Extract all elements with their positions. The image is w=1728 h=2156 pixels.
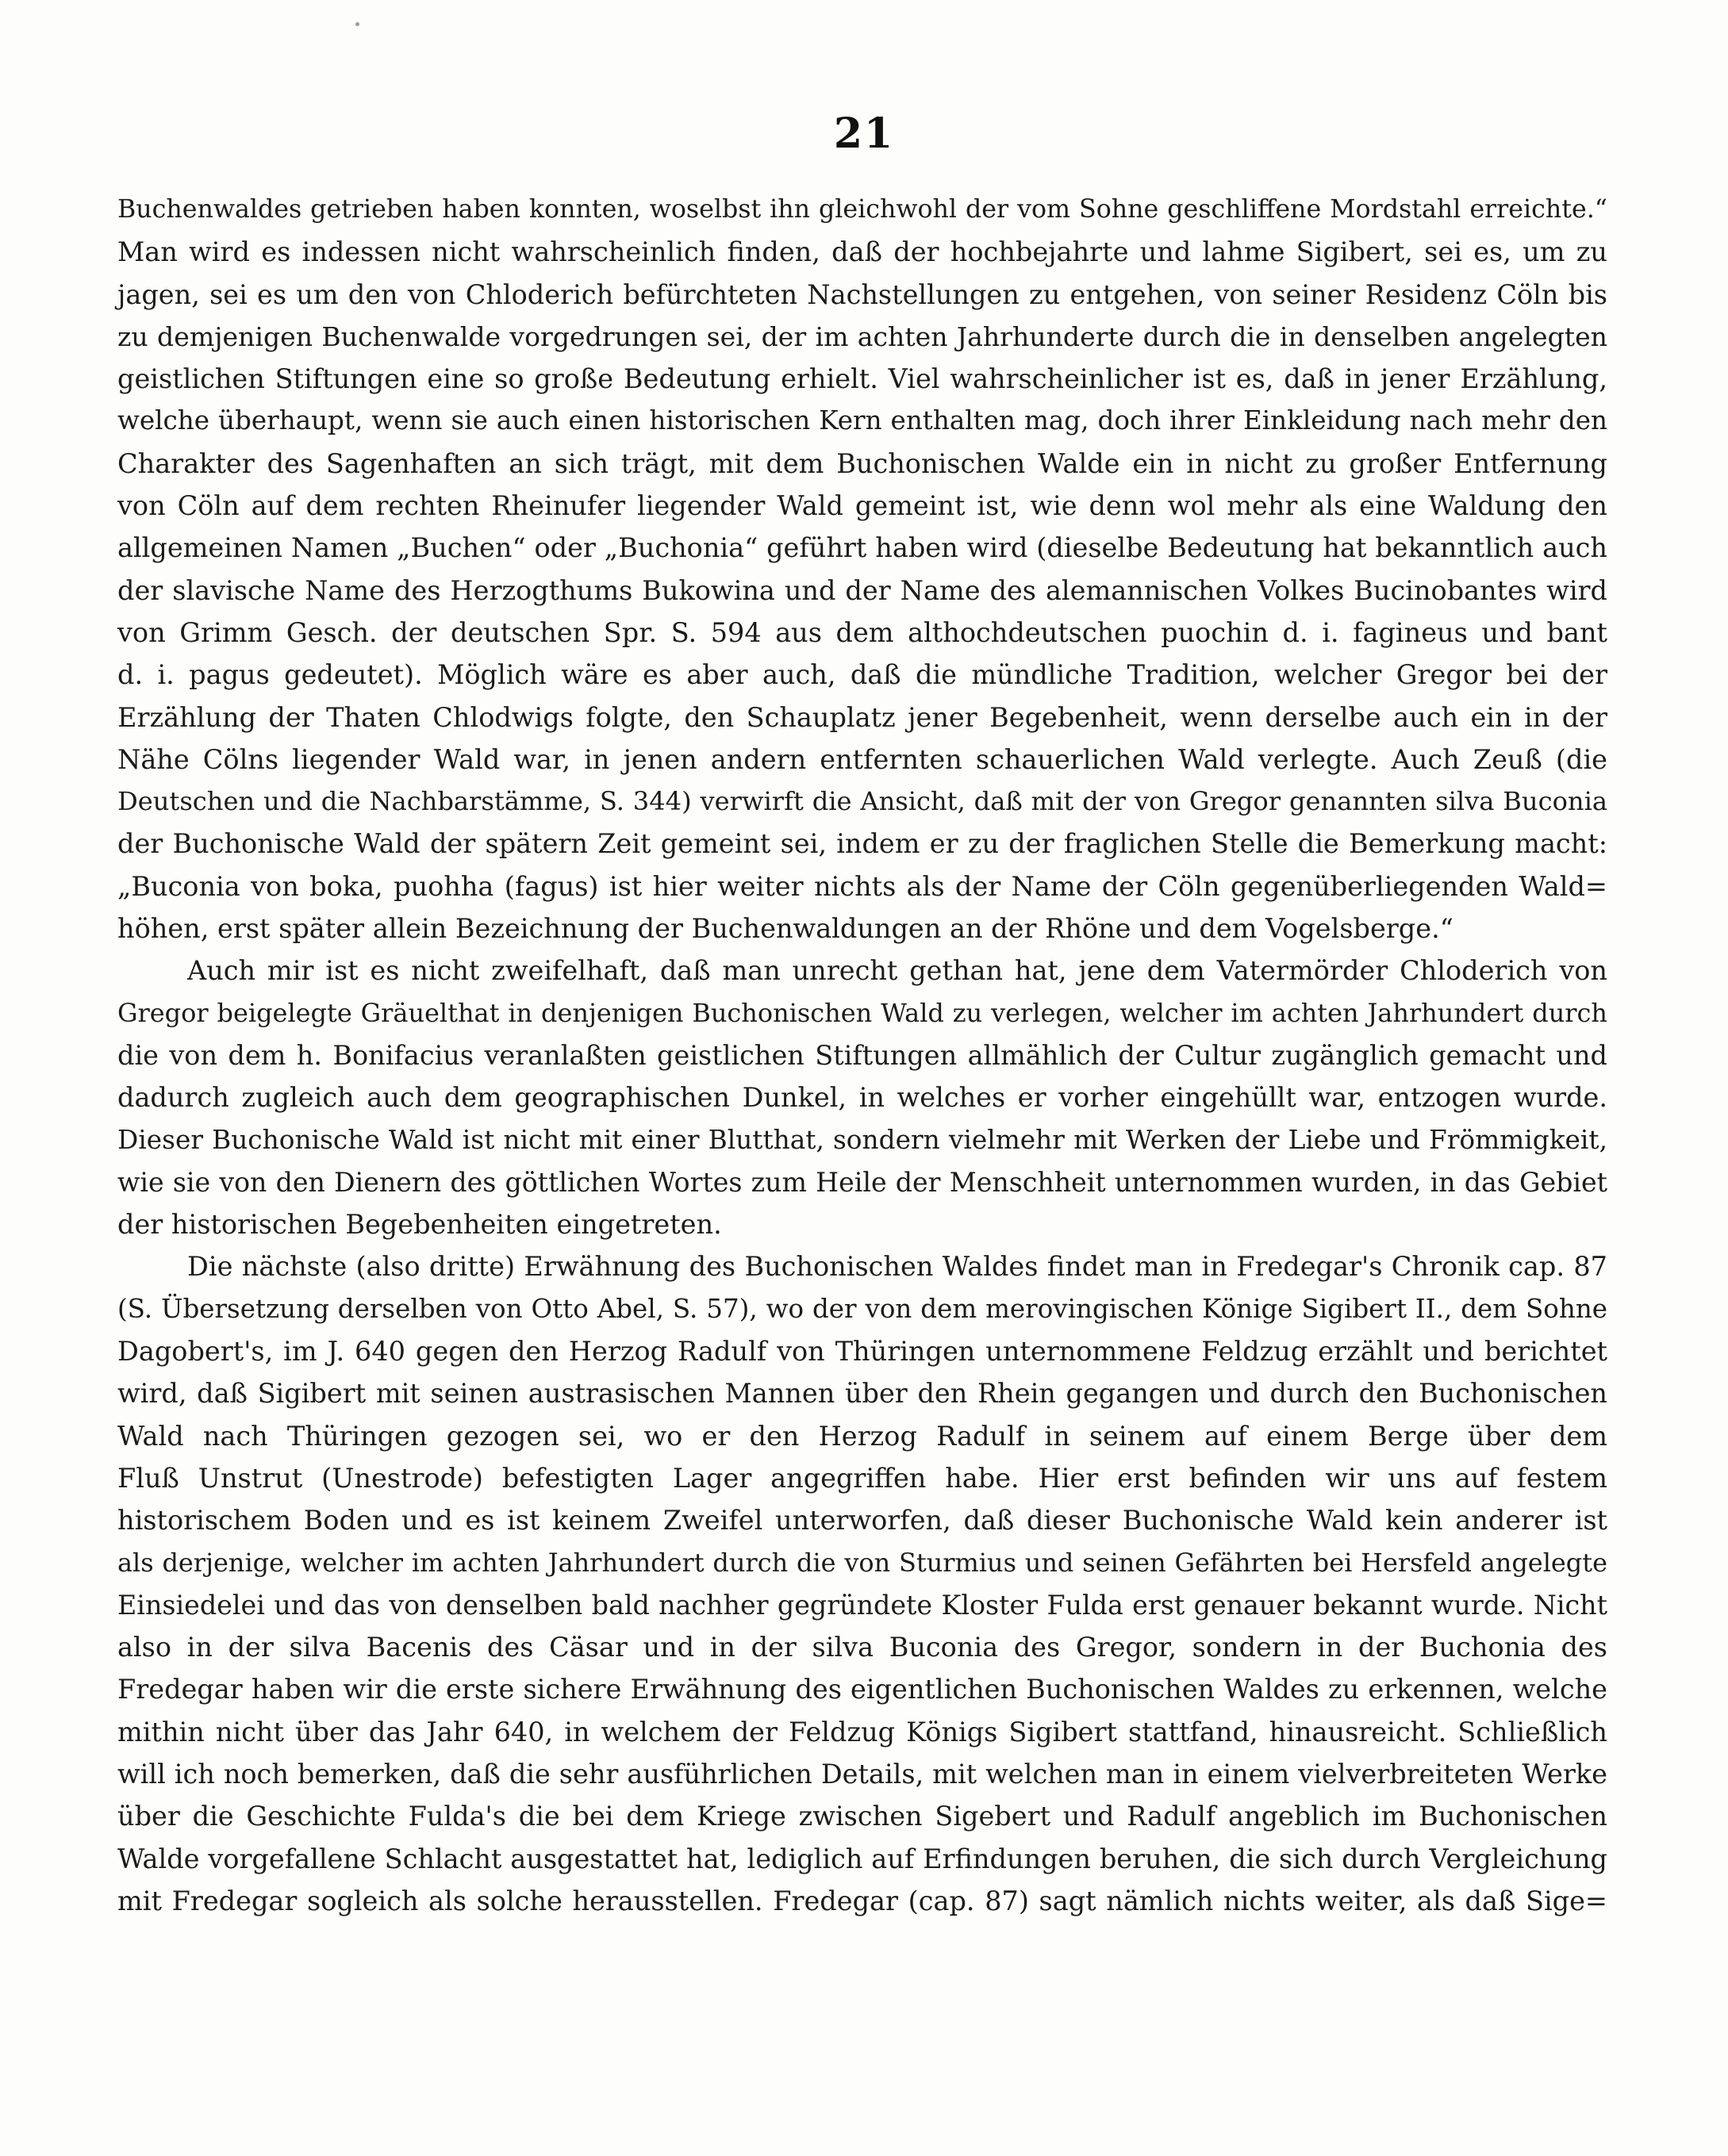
text-line: also in der silva Bacenis des Cäsar und in der silva Buconia des Gregor, sondern in der Buchonia des bbox=[117, 1632, 1607, 1663]
text-line: als derjenige, welcher im achten Jahrhundert durch die von Sturmius und seinen Gefährten bei Hersfeld angelegte bbox=[117, 1547, 1607, 1578]
text-line: Dieser Buchonische Wald ist nicht mit einer Blutthat, sondern vielmehr mit Werken der Liebe und Frömmigkeit, bbox=[117, 1124, 1607, 1155]
text-line: wie sie von den Dienern des göttlichen Wortes zum Heile der Menschheit unternommen wurden, in das Gebiet bbox=[117, 1166, 1607, 1198]
text-line: Fluß Unstrut (Unestrode) befestigten Lager angegriffen habe. Hier erst befinden wir uns auf festem bbox=[117, 1462, 1607, 1494]
text-line: will ich noch bemerken, daß die sehr ausführlichen Details, mit welchen man in einem vielverbreiteten Werke bbox=[117, 1758, 1607, 1790]
text-line: mithin nicht über das Jahr 640, in welchem der Feldzug Königs Sigibert stattfand, hinausreicht. Schließlich bbox=[117, 1716, 1607, 1747]
text-line: „Buconia von boka, puohha (fagus) ist hier weiter nichts als der Name der Cöln gegenüberliegenden Wald= bbox=[117, 870, 1607, 902]
text-line: Nähe Cölns liegender Wald war, in jenen andern entfernten schauerlichen Wald verlegte. Auch Zeuß (die bbox=[117, 743, 1607, 775]
text-line: Wald nach Thüringen gezogen sei, wo er den Herzog Radulf in seinem auf einem Berge über dem bbox=[117, 1420, 1607, 1452]
text-line: allgemeinen Namen „Buchen“ oder „Buchonia“ geführt haben wird (dieselbe Bedeutung hat bekanntlich auch bbox=[117, 532, 1607, 564]
text-line: Erzählung der Thaten Chlodwigs folgte, den Schauplatz jener Begebenheit, wenn derselbe auch ein in der bbox=[117, 701, 1607, 733]
page-number: 21 bbox=[833, 109, 895, 158]
text-line: d. i. pagus gedeutet). Möglich wäre es aber auch, daß die mündliche Tradition, welcher Gregor bei der bbox=[117, 659, 1607, 691]
body-text bbox=[117, 189, 1607, 1922]
text-line: Buchenwaldes getrieben haben konnten, woselbst ihn gleichwohl der vom Sohne geschliffene Mordstahl erreichte.“ bbox=[117, 195, 1607, 224]
text-line: mit Fredegar sogleich als solche herausstellen. Fredegar (cap. 87) sagt nämlich nichts weiter, als daß Sige= bbox=[117, 1885, 1607, 1916]
text-line: wird, daß Sigibert mit seinen austrasischen Mannen über den Rhein gegangen und durch den Buchonischen bbox=[117, 1378, 1607, 1410]
text-line: Einsiedelei und das von denselben bald nachher gegründete Kloster Fulda erst genauer bekannt wurde. Nicht bbox=[117, 1589, 1607, 1621]
paragraph-start-line: Die nächste (also dritte) Erwähnung des Buchonischen Waldes findet man in Fredegar's Chronik cap. 87 bbox=[187, 1251, 1607, 1283]
text-line: zu demjenigen Buchenwalde vorgedrungen sei, der im achten Jahrhunderte durch die in denselben angelegten bbox=[117, 320, 1607, 352]
text-line: (S. Übersetzung derselben von Otto Abel, S. 57), wo der von dem merovingischen Könige Sigibert II., dem Sohne bbox=[117, 1293, 1607, 1324]
text-line: über die Geschichte Fulda's die bei dem Kriege zwischen Sigebert und Radulf angeblich im Buchonischen bbox=[117, 1801, 1607, 1832]
text-line: Deutschen und die Nachbarstämme, S. 344) verwirft die Ansicht, daß mit der von Gregor genannten silva Buconia bbox=[117, 786, 1607, 817]
text-line: die von dem h. Bonifacius veranlaßten geistlichen Stiftungen allmählich der Cultur zugänglich gemacht und bbox=[117, 1039, 1607, 1071]
text-line: Fredegar haben wir die erste sichere Erwähnung des eigentlichen Buchonischen Waldes zu erkennen, welche bbox=[117, 1674, 1607, 1705]
text-line: von Cöln auf dem rechten Rheinufer liegender Wald gemeint ist, wie denn wol mehr als eine Waldung den bbox=[117, 490, 1607, 522]
text-line: höhen, erst später allein Bezeichnung der Buchenwaldungen an der Rhöne und dem Vogelsberge.“ bbox=[117, 913, 1453, 945]
text-line: geistlichen Stiftungen eine so große Bedeutung erhielt. Viel wahrscheinlicher ist es, daß in jener Erzählung, bbox=[117, 363, 1607, 395]
text-line: Man wird es indessen nicht wahrscheinlich finden, daß der hochbejahrte und lahme Sigibert, sei es, um zu bbox=[117, 236, 1607, 268]
text-line: der Buchonische Wald der spätern Zeit gemeint sei, indem er zu der fraglichen Stelle die Bemerkung macht: bbox=[117, 828, 1607, 860]
text-line: Dagobert's, im J. 640 gegen den Herzog Radulf von Thüringen unternommene Feldzug erzählt und berichtet bbox=[117, 1336, 1607, 1368]
text-line: dadurch zugleich auch dem geographischen Dunkel, in welches er vorher eingehüllt war, entzogen wurde. bbox=[117, 1082, 1607, 1114]
text-line: jagen, sei es um den von Chloderich befürchteten Nachstellungen zu entgehen, von seiner Residenz Cöln bis bbox=[117, 278, 1607, 310]
paper-speck bbox=[355, 22, 359, 26]
text-line: historischem Boden und es ist keinem Zweifel unterworfen, daß dieser Buchonische Wald kein anderer ist bbox=[117, 1505, 1607, 1536]
text-line: Gregor beigelegte Gräuelthat in denjenigen Buchonischen Wald zu verlegen, welcher im achten Jahrhundert durch bbox=[117, 997, 1607, 1028]
text-line: Walde vorgefallene Schlacht ausgestattet hat, lediglich auf Erfindungen beruhen, die sich durch Vergleichung bbox=[117, 1843, 1607, 1874]
text-line: der slavische Name des Herzogthums Bukowina und der Name des alemannischen Volkes Bucinobantes wird bbox=[117, 574, 1607, 606]
paragraph-start-line: Auch mir ist es nicht zweifelhaft, daß man unrecht gethan hat, jene dem Vatermörder Chloderich von bbox=[187, 955, 1607, 987]
text-line: Charakter des Sagenhaften an sich trägt, mit dem Buchonischen Walde ein in nicht zu großer Entfernung bbox=[117, 447, 1607, 479]
text-line: von Grimm Gesch. der deutschen Spr. S. 594 aus dem althochdeutschen puochin d. i. fagineus und bant bbox=[117, 616, 1607, 648]
text-line: der historischen Begebenheiten eingetreten. bbox=[117, 1209, 722, 1241]
text-line: welche überhaupt, wenn sie auch einen historischen Kern enthalten mag, doch ihrer Einkleidung nach mehr den bbox=[117, 405, 1607, 436]
